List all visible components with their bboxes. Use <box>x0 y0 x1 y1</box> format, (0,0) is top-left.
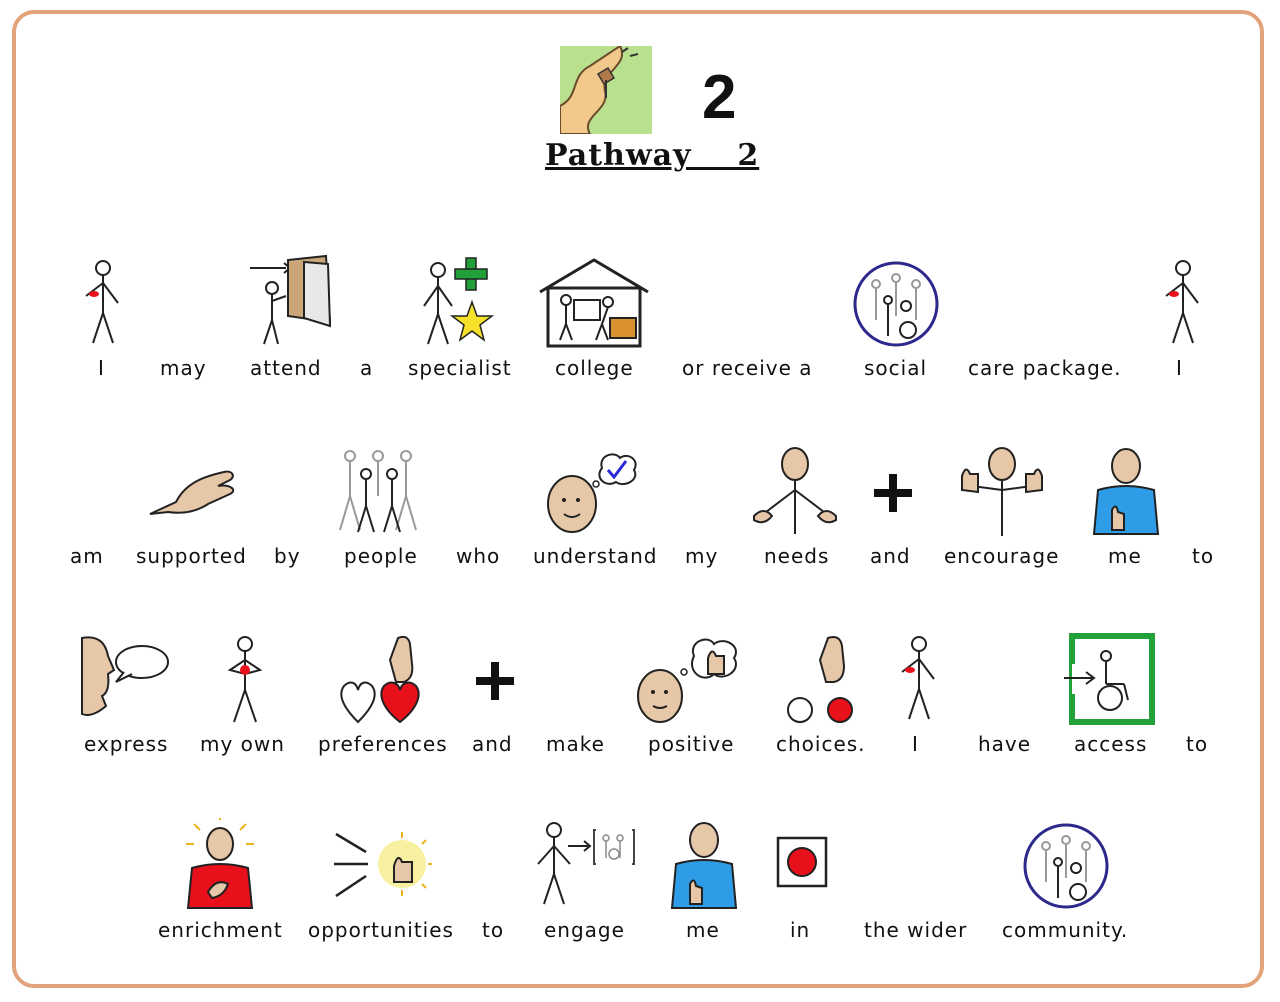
in-box-icon <box>776 836 828 888</box>
preferences-heart-icon <box>338 634 424 726</box>
word: by <box>274 544 301 568</box>
word: am <box>70 544 104 568</box>
person-enter-door-icon <box>246 256 336 350</box>
word: my <box>685 544 719 568</box>
access-door-icon <box>1062 634 1156 724</box>
word: a <box>360 356 374 380</box>
me-person-icon <box>664 820 744 910</box>
community-circle-icon <box>1022 822 1110 910</box>
express-speech-icon <box>80 634 172 720</box>
enrichment-person-icon <box>180 818 260 910</box>
word: choices. <box>776 732 866 756</box>
word: me <box>1108 544 1142 568</box>
word: understand <box>533 544 658 568</box>
person-plus-star-icon <box>418 256 498 348</box>
winding-path-icon <box>560 46 652 134</box>
word: my own <box>200 732 285 756</box>
person-i-icon <box>1158 258 1208 348</box>
word: social <box>864 356 928 380</box>
word: college <box>555 356 634 380</box>
word: me <box>686 918 720 942</box>
needs-person-icon <box>750 446 840 536</box>
word: I <box>98 356 105 380</box>
social-care-circle-icon <box>852 260 940 348</box>
college-building-icon <box>536 258 652 350</box>
word: in <box>790 918 811 942</box>
word: who <box>456 544 501 568</box>
plus-icon <box>474 660 516 702</box>
word: preferences <box>318 732 448 756</box>
person-i-icon <box>78 258 128 348</box>
page-title: Pathway 2 <box>545 138 760 173</box>
word: care package. <box>968 356 1122 380</box>
word: people <box>344 544 418 568</box>
word: and <box>472 732 513 756</box>
people-group-icon <box>334 446 424 534</box>
my-own-person-icon <box>220 634 270 726</box>
person-i-icon <box>894 634 944 724</box>
word: may <box>160 356 207 380</box>
understand-thought-icon <box>544 450 640 536</box>
word: make <box>546 732 605 756</box>
engage-person-icon <box>534 820 638 908</box>
me-person-icon <box>1086 446 1166 536</box>
word: and <box>870 544 911 568</box>
positive-thought-icon <box>634 634 746 724</box>
word: encourage <box>944 544 1060 568</box>
plus-icon <box>872 472 914 514</box>
word: access <box>1074 732 1148 756</box>
word: needs <box>764 544 830 568</box>
word: enrichment <box>158 918 283 942</box>
opportunities-thumb-icon <box>332 826 432 902</box>
word: to <box>1186 732 1209 756</box>
word: supported <box>136 544 247 568</box>
word: specialist <box>408 356 512 380</box>
encourage-thumbs-icon <box>954 446 1050 538</box>
word: to <box>1192 544 1215 568</box>
word: or receive a <box>682 356 813 380</box>
choices-hand-icon <box>784 634 858 726</box>
word: engage <box>544 918 625 942</box>
word: the wider <box>864 918 968 942</box>
word: attend <box>250 356 322 380</box>
word: community. <box>1002 918 1129 942</box>
word: opportunities <box>308 918 454 942</box>
word: have <box>978 732 1032 756</box>
word: I <box>1176 356 1183 380</box>
page-number: 2 <box>702 63 737 132</box>
word: positive <box>648 732 735 756</box>
supporting-hand-icon <box>146 462 240 522</box>
word: to <box>482 918 505 942</box>
word: I <box>912 732 919 756</box>
word: express <box>84 732 169 756</box>
